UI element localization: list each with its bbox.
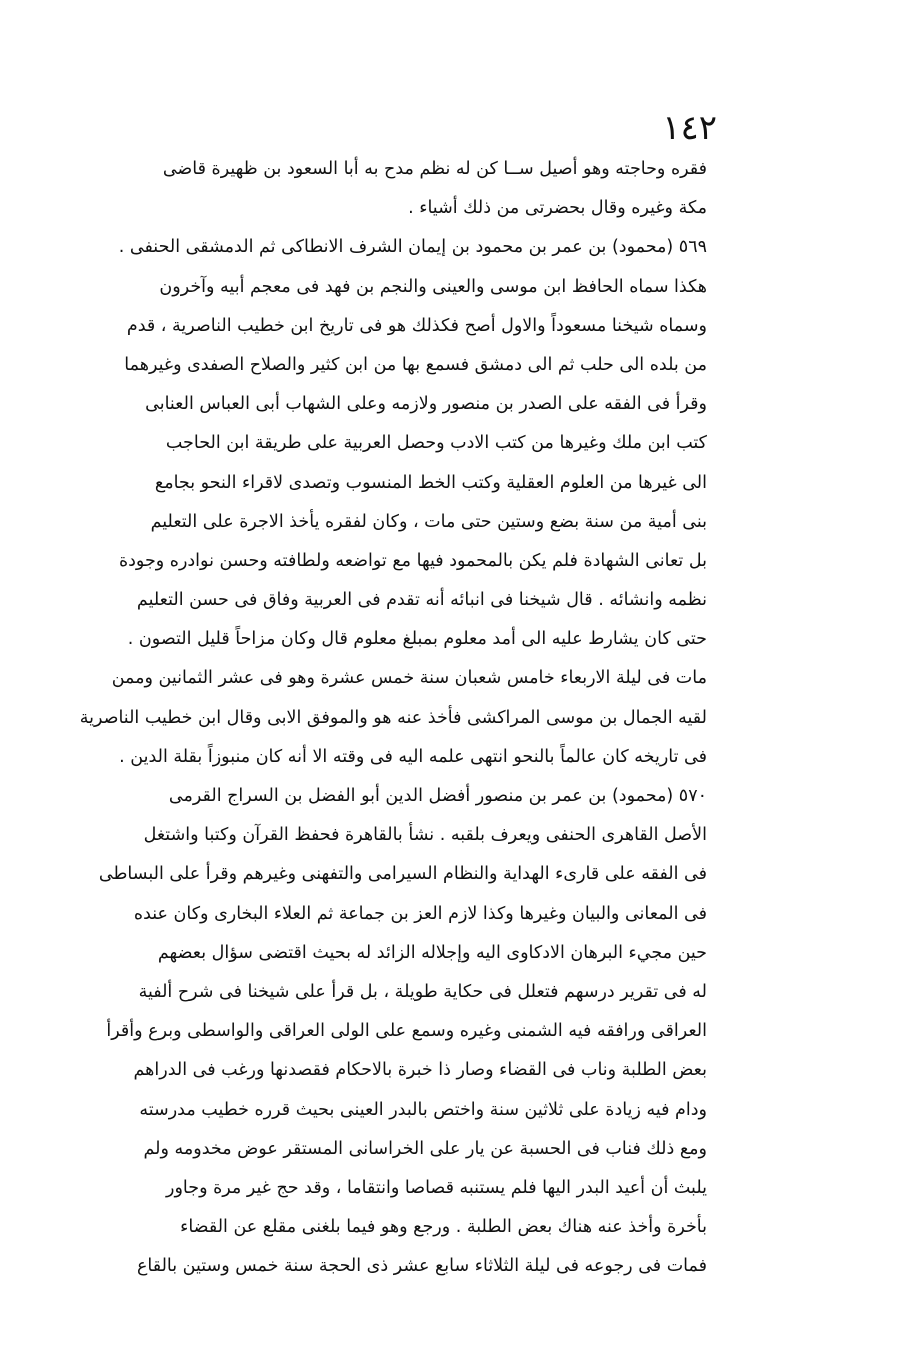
text-line: لقيه الجمال بن موسى المراكشى فأخذ عنه هو والموفق الابى وقال ابن خطيب الناصرية — [79, 707, 707, 728]
text-line: العراقى ورافقه فيه الشمنى وغيره وسمع على الولى العراقى والواسطى وبرع وأقرأ — [106, 1021, 707, 1042]
text-line: بل تعانى الشهادة فلم يكن بالمحمود فيها مع تواضعه ولطافته وحسن نوادره وجودة — [118, 550, 707, 571]
text-line: بأخرة وأخذ عنه هناك بعض الطلبة . ورجع وهو فيما بلغنى مقلع عن القضاء — [180, 1217, 707, 1238]
text-line: حتى كان يشارط عليه الى أمد معلوم بمبلغ معلوم قال وكان مزاحاً قليل التصون . — [127, 629, 707, 650]
text-line: نظمه وانشائه . قال شيخنا فى انبائه أنه تقدم فى العربية وفاق فى حسن التعليم — [136, 590, 707, 611]
text-line: وسماه شيخنا مسعوداً والاول أصح فكذلك هو فى تاريخ ابن خطيب الناصرية ، قدم — [126, 315, 707, 336]
text-line: بنى أمية من سنة بضع وستين حتى مات ، وكان لفقره يأخذ الاجرة على التعليم — [150, 511, 707, 532]
entry-569-heading-line: ٥٦٩ (محمود) بن عمر بن محمود بن إيمان الشرف الانطاكى ثم الدمشقى الحنفى . — [118, 237, 707, 258]
page-body-text — [79, 150, 707, 1286]
text-line: كتب ابن ملك وغيرها من كتب الادب وحصل العربية على طريقة ابن الحاجب — [165, 433, 707, 454]
text-line: هكذا سماه الحافظ ابن موسى والعينى والنجم بن فهد فى معجم أبيه وآخرون — [159, 276, 707, 297]
text-line: فى المعانى والبيان وغيرها وكذا لازم العز بن جماعة ثم العلاء البخارى وكان عنده — [133, 903, 707, 924]
text-line: مكة وغيره وقال بحضرتى من ذلك أشياء . — [408, 198, 707, 219]
text-line: ومع ذلك فناب فى الحسبة عن يار على الخراسانى المستقر عوض مخدومه ولم — [143, 1138, 707, 1159]
entry-570-heading-line: ٥٧٠ (محمود) بن عمر بن منصور أفضل الدين أبو الفضل بن السراج القرمى — [168, 786, 707, 806]
text-line: حين مجيء البرهان الادكاوى اليه وإجلاله الزائد له بحيث اقتضى سؤال بعضهم — [157, 942, 707, 963]
text-line: فقره وحاجته وهو أصيل ســا كن له نظم مدح به أبا السعود بن ظهيرة قاضى — [162, 159, 707, 179]
text-line: الأصل القاهرى الحنفى ويعرف بلقبه . نشأ بالقاهرة فحفظ القرآن وكتبا واشتغل — [143, 825, 707, 846]
text-line: الى غيرها من العلوم العقلية وكتب الخط المنسوب وتصدى لاقراء النحو بجامع — [154, 472, 707, 493]
text-line: فمات فى رجوعه فى ليلة الثلاثاء سابع عشر ذى الحجة سنة خمس وستين بالقاع — [136, 1256, 707, 1277]
text-line: ودام فيه زيادة على ثلاثين سنة واختص بالبدر العينى بحيث قرره خطيب مدرسته — [139, 1099, 707, 1120]
text-line: بعض الطلبة وناب فى القضاء وصار ذا خبرة بالاحكام فقصدنها ورغب فى الدراهم — [133, 1060, 707, 1081]
text-line: وقرأ فى الفقه على الصدر بن منصور ولازمه وعلى الشهاب أبى العباس العنابى — [145, 394, 707, 415]
text-line: يلبث أن أعيد البدر اليها فلم يستنبه قصاصا وانتقاما ، وقد حج غير مرة وجاور — [166, 1177, 707, 1198]
text-line: فى الفقه على قارىء الهداية والنظام السيرامى والتفهنى وغيرهم وقرأ على البساطى — [98, 864, 707, 885]
text-line: مات فى ليلة الاربعاء خامس شعبان سنة خمس عشرة وهو فى عشر الثمانين وممن — [111, 668, 707, 689]
text-line: له فى تقرير درسهم فتعلل فى حكاية طويلة ، بل قرأ على شيخنا فى شرح ألفية — [138, 981, 707, 1002]
text-line: من بلده الى حلب ثم الى دمشق فسمع بها من ابن كثير والصلاح الصفدى وغيرهما — [124, 354, 707, 375]
page-number: ١٤٢ — [662, 108, 717, 148]
text-line: فى تاريخه كان عالماً بالنحو انتهى علمه اليه فى وقته الا أنه كان منبوزاً بقلة الدين . — [119, 746, 707, 767]
